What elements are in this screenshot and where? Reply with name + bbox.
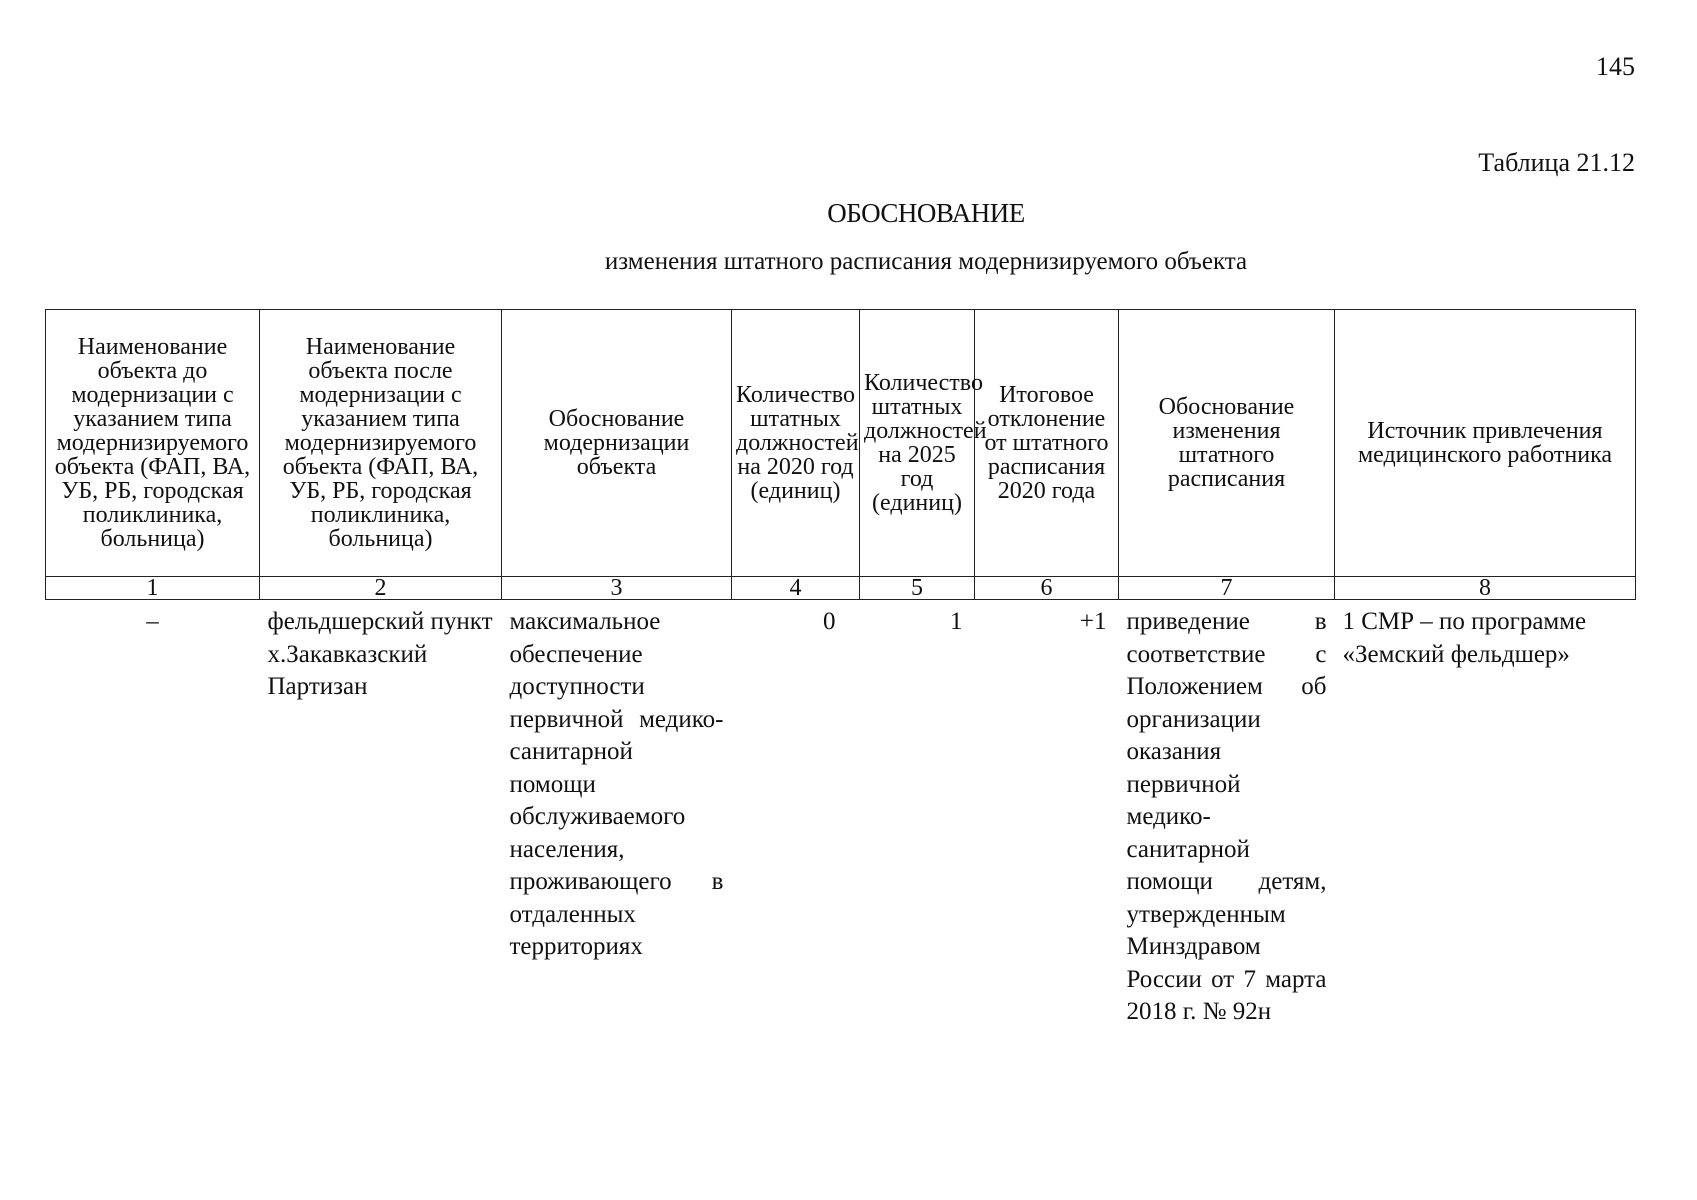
document-subtitle: изменения штатного расписания модернизируемого объекта	[604, 248, 1248, 275]
header-object-before: Наименование объекта до модернизации с указанием типа модернизируемого объекта (ФАП, ВА, УБ, РБ, городская поликлиника, больница)	[46, 310, 260, 577]
staff-2020-cell: 0	[823, 608, 836, 635]
header-object-after: Наименование объекта после модернизации с указанием типа модернизируемого объекта (ФАП, ВА, УБ, РБ, городская поликлиника, больница)	[260, 310, 502, 577]
staff-2025-cell: 1	[950, 608, 963, 635]
page-number: 145	[1596, 52, 1635, 81]
column-number: 6	[975, 577, 1119, 600]
column-number: 7	[1119, 577, 1335, 600]
header-staff-2020: Количество штатных должностей на 2020 год (единиц)	[732, 310, 860, 577]
justification-table	[45, 309, 1636, 1029]
column-number: 1	[46, 577, 260, 600]
table-row	[46, 600, 1636, 1029]
column-number: 3	[502, 577, 732, 600]
header-deviation: Итоговое отклонение от штатного расписания 2020 года	[975, 310, 1119, 577]
deviation-cell: +1	[1079, 608, 1107, 635]
header-row	[46, 310, 1636, 577]
staffing-change-reason-cell: приведение в соответствие с Положением об организации оказания первичной медико-санитарной помощи детям, утвержденным Минздравом России от 7 марта 2018 г. № 92н	[1126, 608, 1327, 1025]
header-worker-source: Источник привлечения медицинского работника	[1335, 310, 1636, 577]
table-reference: Таблица 21.12	[1478, 148, 1635, 177]
column-number: 4	[732, 577, 860, 600]
column-number: 8	[1335, 577, 1636, 600]
header-staffing-change-reason: Обоснование изменения штатного расписания	[1119, 310, 1335, 577]
header-modernization-reason: Обоснование модернизации объекта	[502, 310, 732, 577]
modernization-reason-cell: максимальное обеспечение доступности первичной медико-санитарной помощи обслуживаемого населения, проживающего в отдаленных территориях	[509, 608, 724, 960]
column-number: 5	[860, 577, 975, 600]
column-number-row	[46, 577, 1636, 600]
worker-source-cell: 1 СМР – по программе «Земский фельдшер»	[1342, 608, 1587, 668]
object-before-cell: –	[146, 608, 159, 635]
header-staff-2025: Количество штатных должностей на 2025 год (единиц)	[860, 310, 975, 577]
object-after-cell: фельдшерский пункт х.Закавказский Партизан	[267, 608, 493, 700]
document-title: ОБОСНОВАНИЕ	[827, 198, 1025, 228]
column-number: 2	[260, 577, 502, 600]
